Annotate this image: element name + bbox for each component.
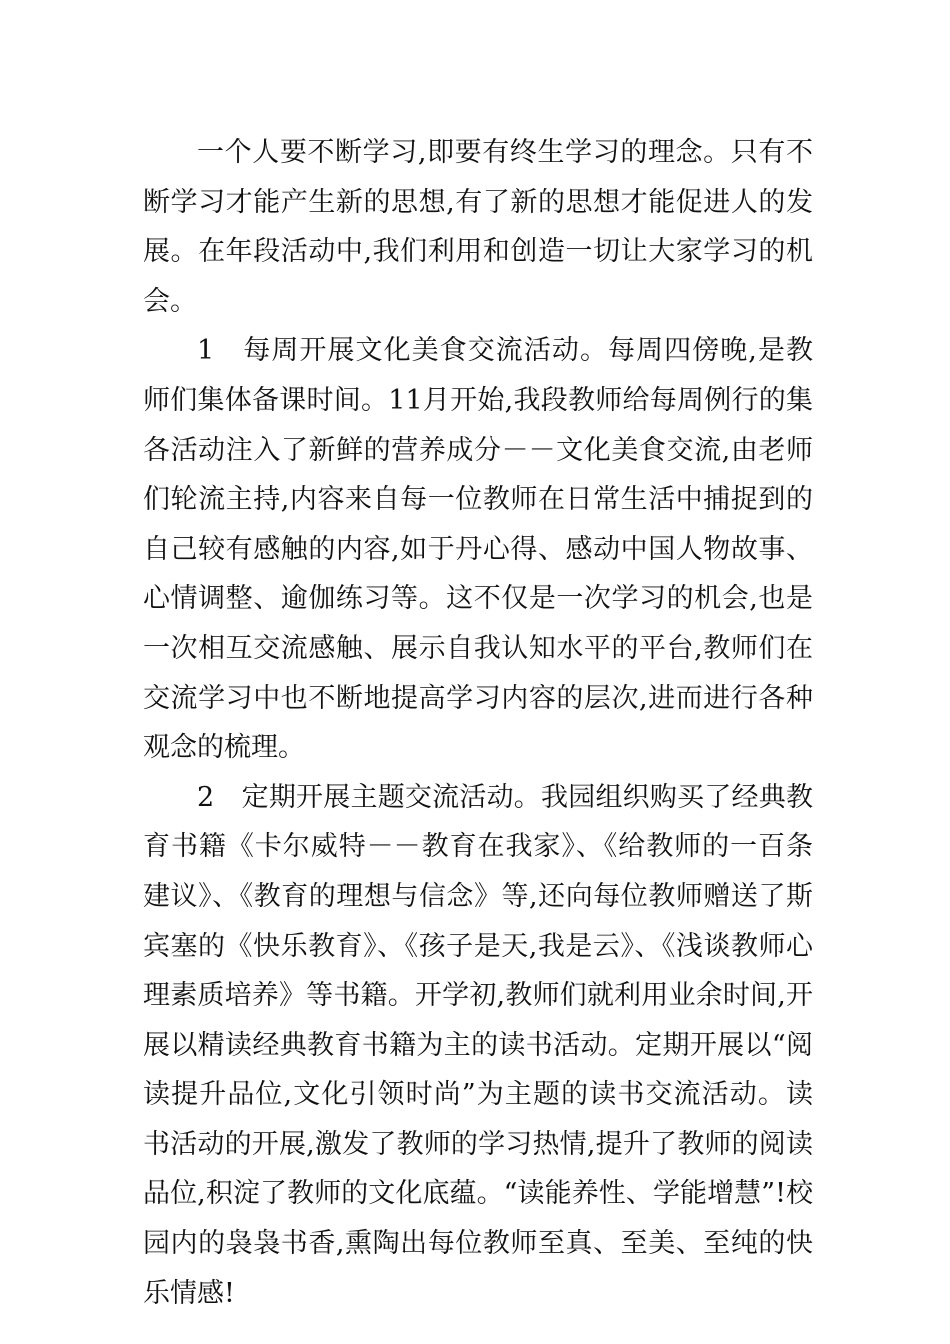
document-body bbox=[143, 128, 813, 1318]
paragraph-theme-exchange: 2 定期开展主题交流活动。我园组织购买了经典教育书籍《卡尔威特－－教育在我家》、《给教师的一百条建议》、《教育的理想与信念》等,还向每位教师赠送了斯宾塞的《快乐教育》、《孩子是天,我是云》、《浅谈教师心理素质培养》等书籍。开学初,教师们就利用业余时间,开展以精读经典教育书籍为主的读书活动。定期开展以“阅读提升品位,文化引领时尚”为主题的读书交流活动。读书活动的开展,激发了教师的学习热情,提升了教师的阅读品位,积淀了教师的文化底蕴。“读能养性、学能增慧”!校园内的袅袅书香,熏陶出每位教师至真、至美、至纯的快乐情感! bbox=[143, 781, 813, 1309]
paragraph-food-culture-exchange: 1 每周开展文化美食交流活动。每周四傍晚,是教师们集体备课时间。11月开始,我段教师给每周例行的集各活动注入了新鲜的营养成分－－文化美食交流,由老师们轮流主持,内容来自每一位教师在日常生活中捕捉到的自己较有感触的内容,如于丹心得、感动中国人物故事、心情调整、逾伽练习等。这不仅是一次学习的机会,也是一次相互交流感触、展示自我认知水平的平台,教师们在交流学习中也不断地提高学习内容的层次,进而进行各种观念的梳理。 bbox=[143, 335, 813, 764]
paragraph-lifelong-learning: 一个人要不断学习,即要有终生学习的理念。只有不断学习才能产生新的思想,有了新的思想才能促进人的发展。在年段活动中,我们利用和创造一切让大家学习的机会。 bbox=[143, 137, 813, 317]
